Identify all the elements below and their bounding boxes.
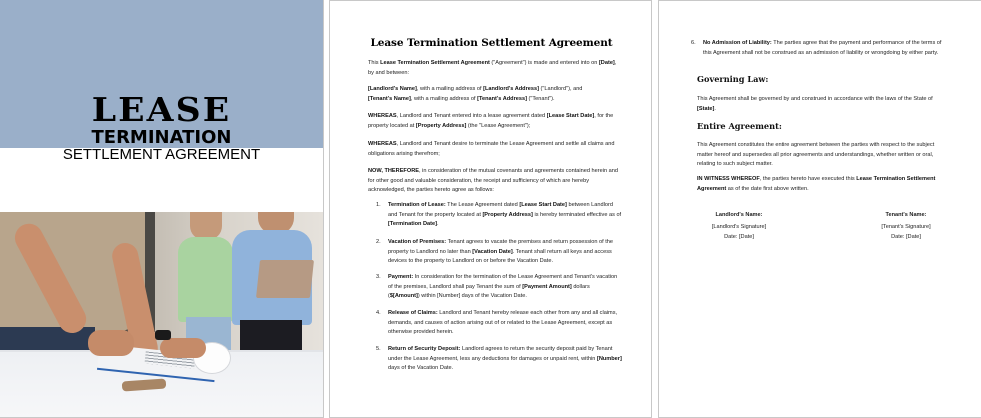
agreement-page-2 xyxy=(658,0,981,418)
clause-return-of-security-deposit: 5. Return of Security Deposit: Landlord agrees to return the security deposit paid by Tenant under the Lease Agreement, less any deductions for damages or unpaid rent, within [Number] days of the Vacation Date. xyxy=(376,346,622,372)
whereas-paragraph-2: WHEREAS, Landlord and Tenant desire to terminate the Lease Agreement and settle all claims and obligations arising therefrom; xyxy=(368,141,615,157)
heading-entire-agreement: Entire Agreement: xyxy=(697,121,782,131)
cover-title-lease: LEASE xyxy=(91,90,232,129)
tenant-signature: [Tenant's Signature] xyxy=(881,223,931,230)
cover-title-termination: TERMINATION xyxy=(91,127,232,148)
cover-photo xyxy=(0,212,323,418)
landlord-signature: [Landlord's Signature] xyxy=(711,223,767,230)
landlord-signature-block xyxy=(694,211,784,243)
intro-paragraph: This Lease Termination Settlement Agreement ("Agreement") is made and entered into on [Date], by and between: xyxy=(368,60,617,76)
governing-law-paragraph: This Agreement shall be governed by and construed in accordance with the laws of the State of [State]. xyxy=(697,96,933,112)
witness-paragraph: IN WITNESS WHEREOF, the parties hereto have executed this Lease Termination Settlement Agreement as of the date first above written. xyxy=(697,176,936,192)
document-title: Lease Termination Settlement Agreement xyxy=(370,37,613,49)
tenant-date: Date: [Date] xyxy=(891,234,921,241)
cover-page xyxy=(0,0,324,418)
heading-governing-law: Governing Law: xyxy=(697,74,769,84)
now-therefore-paragraph: NOW, THEREFORE, in consideration of the mutual covenants and agreements contained herein and for other good and valuable consideration, the receipt and sufficiency of which are hereby acknowledged, the parties hereto agree as follows: xyxy=(368,168,618,194)
clause-payment: 3. Payment: In consideration for the termination of the Lease Agreement and Tenant's vacation of the premises, Landlord shall pay Tenant the sum of [Payment Amount] dollars ($[Amount]) within [Number] days of the Vacation Date. xyxy=(376,274,618,300)
clause-release-of-claims: 4. Release of Claims: Landlord and Tenant hereby release each other from any and all claims, demands, and causes of action arising out of or related to the Lease Agreement, except as otherwise provided herein. xyxy=(376,310,618,336)
whereas-paragraph-1: WHEREAS, Landlord and Tenant entered into a lease agreement dated [Lease Start Date], for the property located at [Property Address] (the "Lease Agreement"); xyxy=(368,113,614,129)
cover-title-settlement: SETTLEMENT AGREEMENT xyxy=(62,146,261,163)
clause-vacation-of-premises: 2. Vacation of Premises: Tenant agrees to vacate the premises and return possession of the property to Landlord no later than [Vacation Date]. Tenant shall return all keys and access devices to the property to Landlord on or before the Vacation Date. xyxy=(376,239,614,265)
tenant-name-label: Tenant's Name: xyxy=(885,212,927,218)
landlord-name-label: Landlord's Name: xyxy=(715,212,763,218)
tenant-signature-block xyxy=(861,211,951,243)
laptop-icon xyxy=(256,260,314,298)
parties-paragraph: [Landlord's Name], with a mailing address of [Landlord's Address] ("Landlord"), and [Tenant's Name], with a mailing address of [Tenant's Address] ("Tenant"). xyxy=(368,86,583,102)
clause-no-admission-of-liability: 6. No Admission of Liability: The parties agree that the payment and performance of the terms of this Agreement shall not be construed as an admission of liability or wrongdoing by either party. xyxy=(691,40,942,56)
landlord-date: Date: [Date] xyxy=(724,234,754,241)
entire-agreement-paragraph: This Agreement constitutes the entire agreement between the parties with respect to the subject matter hereof and supersedes all prior agreements and understandings, whether written or oral, relating to such subject matter. xyxy=(697,142,935,168)
clause-termination-of-lease: 1. Termination of Lease: The Lease Agreement dated [Lease Start Date] between Landlord and Tenant for the property located at [Property Address] is hereby terminated effective as of [Termination Date]. xyxy=(376,202,622,228)
agreement-page-1 xyxy=(329,0,652,418)
